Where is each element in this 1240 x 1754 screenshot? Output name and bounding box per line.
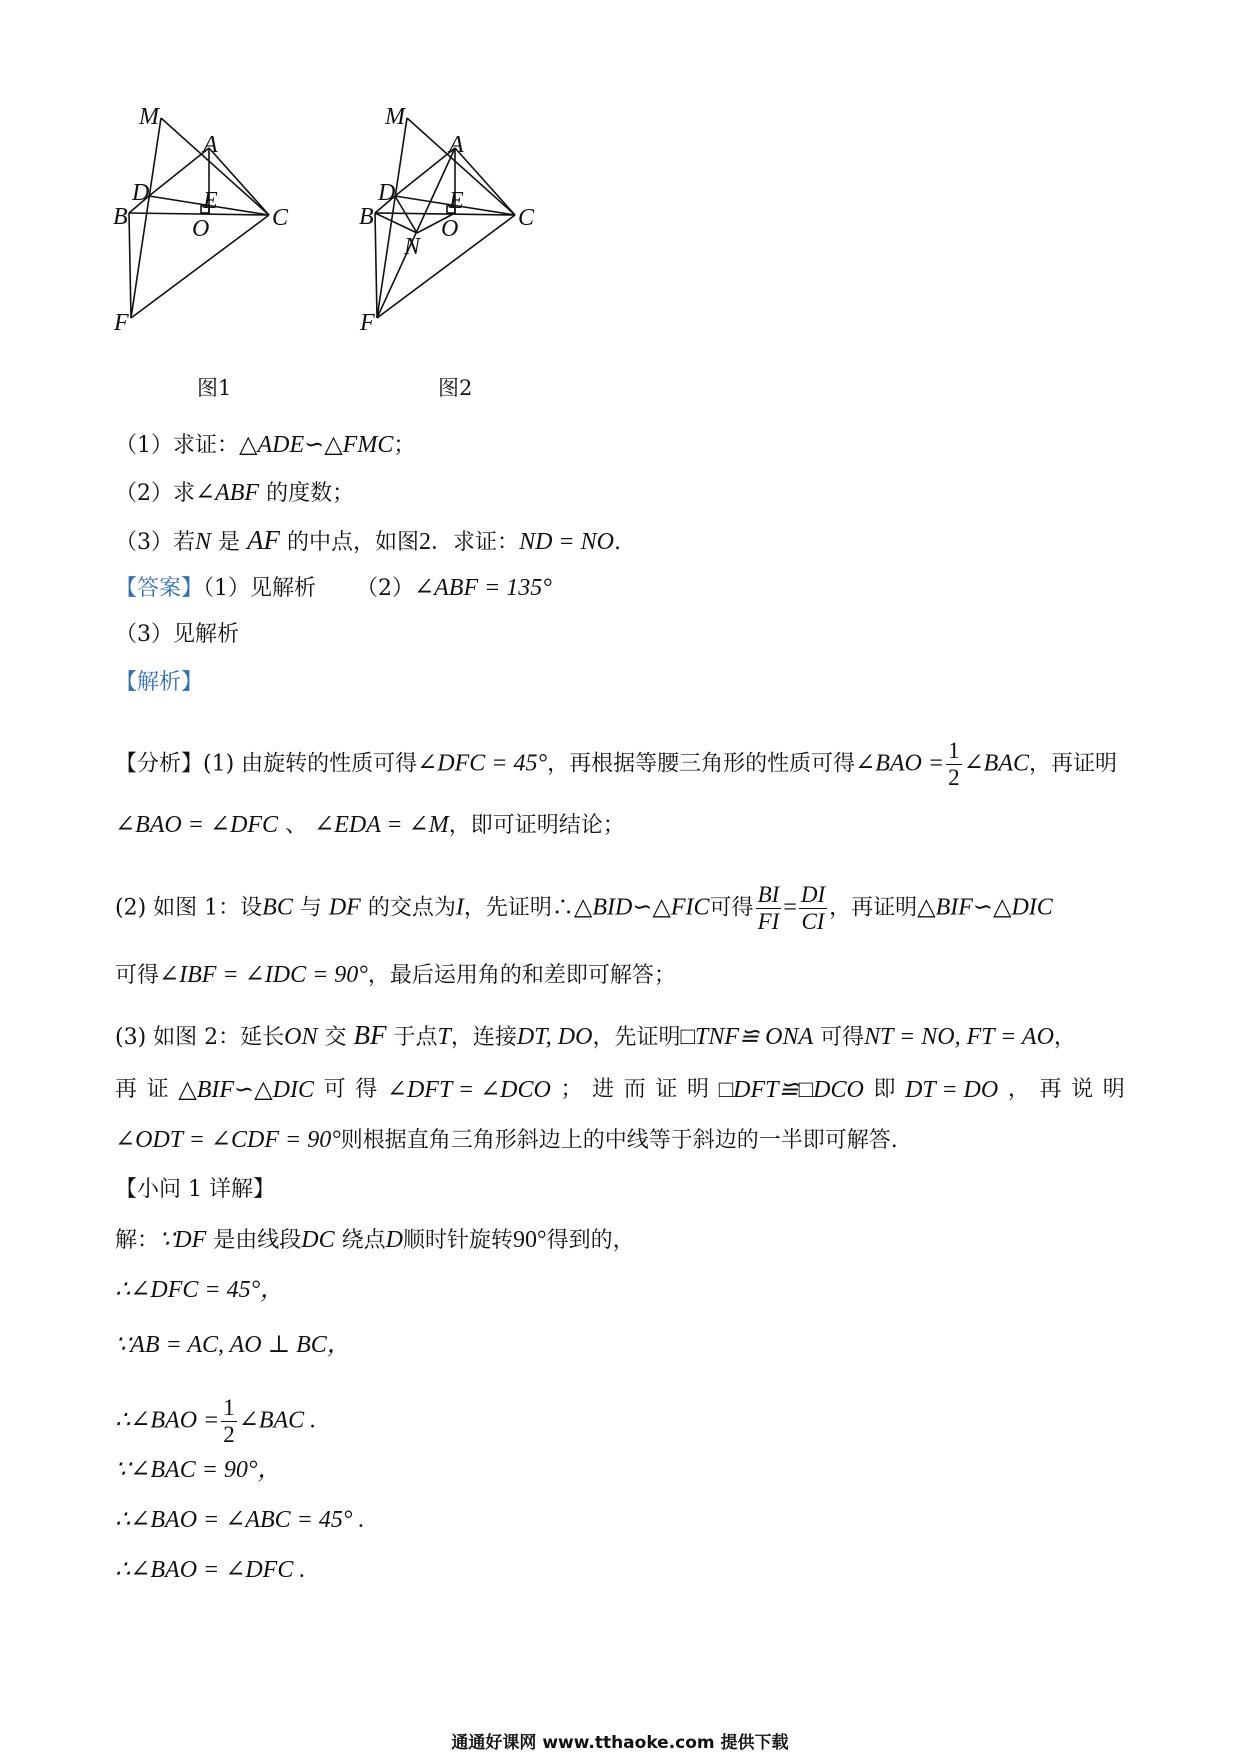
fraction-bi-fi: $\frac{BI}{FI}$ [757, 882, 780, 934]
question-2: （2）求∠ABF 的度数； [115, 480, 355, 506]
question-1: （1）求证：△ADE∽△FMC； [115, 432, 416, 458]
detail-step-7: ∴∠BAO = ∠DFC . [115, 1557, 306, 1583]
analysis-para-2b: 可得∠IBF = ∠IDC = 90°，最后运用角的和差即可解答； [115, 962, 676, 988]
label-e: E [449, 188, 464, 214]
answer-tag: 【答案】 [115, 576, 204, 601]
fraction-di-ci: $\frac{DI}{CI}$ [800, 882, 826, 934]
figure-2-diagram [361, 110, 581, 340]
analysis-para-3b: 再 证 △BIF∽△DIC 可 得 ∠DFT = ∠DCO ； 进 而 证 明 □DFT≌□DCO 即 DT = DO ， 再 说 明 [115, 1077, 1125, 1103]
label-e: E [203, 188, 218, 214]
detail-step-5: ∵∠BAC = 90°， [115, 1457, 282, 1483]
label-d: D [132, 180, 150, 206]
label-f: F [114, 310, 129, 336]
analysis-para-1: 【分析】(1) 由旋转的性质可得∠DFC = 45°，再根据等腰三角形的性质可得∠BAO = $\frac{1}{2}$ ∠BAC，再证明 [115, 738, 1118, 790]
analysis-para-3c: ∠ODT = ∠CDF = 90°则根据直角三角形斜边上的中线等于斜边的一半即可解答. [115, 1127, 898, 1153]
label-n: N [404, 234, 421, 260]
answer-line: 【答案】（1）见解析 （2）∠ABF = 135° [115, 575, 552, 601]
question-3: （3）若N 是 AF 的中点，如图2．求证：ND = NO. [115, 525, 621, 555]
label-b: B [359, 204, 374, 230]
analysis-para-2: (2) 如图 1：设BC 与 DF 的交点为I，先证明∴△BID∽△FIC可得 $\frac{BI}{FI}$ = $\frac{DI}{CI}$ ，再证明△BIF∽△DIC [115, 882, 1053, 934]
detail-step-1: 解：∵DF 是由线段DC 绕点D顺时针旋转90°得到的， [115, 1227, 635, 1253]
figure-1 [113, 104, 335, 340]
label-o: O [192, 216, 210, 242]
answer-line-3: （3）见解析 [115, 622, 239, 647]
analysis-tag: 【解析】 [115, 670, 204, 695]
fraction-half: $\frac{1}{2}$ [948, 738, 960, 790]
label-d: D [378, 180, 396, 206]
label-c: C [518, 205, 535, 231]
analysis-para-3: (3) 如图 2：延长ON 交 BF 于点T，连接DT, DO，先证明□TNF≌ ONA 可得NT = NO, FT = AO， [115, 1020, 1076, 1050]
detail-step-6: ∴∠BAO = ∠ABC = 45° . [115, 1507, 365, 1533]
label-m: M [139, 104, 159, 130]
figure-2-caption: 图2 [438, 376, 473, 400]
label-a: A [203, 132, 218, 158]
label-o: O [441, 216, 459, 242]
detail-step-3: ∵AB = AC, AO ⊥ BC， [115, 1332, 351, 1358]
label-m: M [385, 104, 405, 130]
label-a: A [449, 132, 464, 158]
detail-title: 【小问 1 详解】 [115, 1177, 275, 1202]
fraction-half-2: $\frac{1}{2}$ [223, 1395, 235, 1447]
figure-2 [359, 104, 581, 340]
label-f: F [360, 310, 375, 336]
label-b: B [113, 204, 128, 230]
detail-step-4: ∴∠BAO = $\frac{1}{2}$ ∠BAC . [115, 1395, 317, 1447]
footer-watermark: 通通好课网 www.tthaoke.com 提供下载 [451, 1733, 789, 1753]
analysis-para-1b: ∠BAO = ∠DFC 、 ∠EDA = ∠M，即可证明结论； [115, 812, 625, 838]
detail-step-2: ∴∠DFC = 45°， [115, 1277, 285, 1303]
label-c: C [272, 205, 289, 231]
figure-1-caption: 图1 [197, 376, 232, 400]
figure-1-diagram [115, 110, 335, 340]
